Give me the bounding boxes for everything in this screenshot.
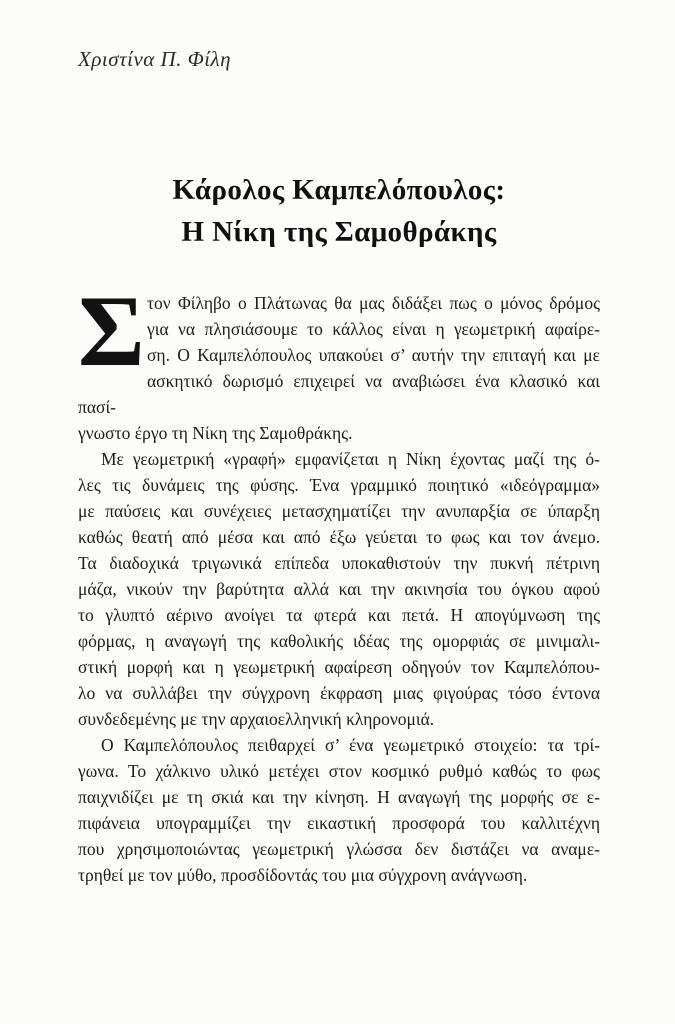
text-line: παιχνιδίζει με τη σκιά και την κίνηση. Η αναγωγή της μορφής σε ε- [78, 787, 600, 807]
text-line: Τα διαδοχικά τριγωνικά επίπεδα υποκαθιστούν την πυκνή πέτρινη [78, 553, 600, 573]
text-line: λο να συλλάβει την σύγχρονη έκφραση μιας φιγούρας τόσο έντονα [78, 683, 600, 703]
text-line: για να πλησιάσουμε το κάλλος είναι η γεωμετρική αφαίρε- [147, 319, 600, 339]
text-line: καθώς θεατή από μέσα και από έξω γεύεται το φως και τον άνεμο. [78, 527, 600, 547]
title-line-2: Η Νίκη της Σαμοθράκης [181, 216, 497, 248]
text-line: στική μορφή και η γεωμετρική αφαίρεση οδηγούν τον Καμπελόπου- [78, 657, 600, 677]
author-header: Χριστίνα Π. Φίλη [78, 47, 232, 71]
text-line: Ο Καμπελόπουλος πειθαρχεί σ’ ένα γεωμετρικό στοιχείο: τα τρί- [101, 735, 600, 755]
text-line: συνδεδεμένης με την αρχαιοελληνική κληρονομιά. [78, 709, 435, 729]
text-line: τον Φίληβο ο Πλάτωνας θα μας διδάξει πως ο μόνος δρόμος [147, 293, 600, 313]
paragraph-3 [78, 732, 600, 888]
text-line: πιφάνεια υπογραμμίζει την εικαστική προσφορά του καλλιτέχνη [78, 813, 600, 833]
text-line: που χρησιμοποιώντας γεωμετρική γλώσσα δεν διστάζει να αναμε- [78, 839, 600, 859]
page-title [78, 169, 600, 253]
paragraph-2 [78, 446, 600, 732]
paragraph-2-lines [78, 446, 600, 732]
text-line: το γλυπτό αέρινο ανοίγει τα φτερά και πετά. Η απογύμνωση της [78, 605, 600, 625]
text-line: με παύσεις και συνέχειες μετασχηματίζει την ανυπαρξία σε ύπαρξη [78, 501, 600, 521]
paragraph-3-lines [78, 732, 600, 888]
text-line: Με γεωμετρική «γραφή» εμφανίζεται η Νίκη έχοντας μαζί της ό- [101, 449, 600, 469]
text-line: ασκητικό δωρισμό επιχειρεί να αναβιώσει ένα κλασικό και πασί- [78, 371, 600, 417]
paragraph-1-lines [78, 275, 600, 446]
text-line: γωνα. Το χάλκινο υλικό μετέχει στον κοσμικό ρυθμό καθώς το φως [78, 761, 600, 781]
text-line: τρηθεί με τον μύθο, προσδίδοντάς του μια σύγχρονη ανάγνωση. [78, 865, 528, 885]
text-line: γνωστο έργο τη Νίκη της Σαμοθράκης. [78, 423, 353, 443]
dropcap-sigma: Σ [78, 275, 145, 388]
text-line: ση. Ο Καμπελόπουλος υπακούει σ’ αυτήν την επιταγή και με [147, 345, 600, 365]
body-text [78, 275, 600, 888]
title-line-1: Κάρολος Καμπελόπουλος: [172, 174, 506, 206]
text-line: φόρμας, η αναγωγή της καθολικής ιδέας της ομορφιάς σε μινιμαλι- [78, 631, 600, 651]
text-line: λες τις δυνάμεις της φύσης. Ένα γραμμικό ποιητικό «ιδεόγραμμα» [78, 475, 600, 495]
text-line: μάζα, νικούν την βαρύτητα αλλά και την ακινησία του όγκου αφού [78, 579, 600, 599]
paragraph-1 [78, 275, 600, 446]
